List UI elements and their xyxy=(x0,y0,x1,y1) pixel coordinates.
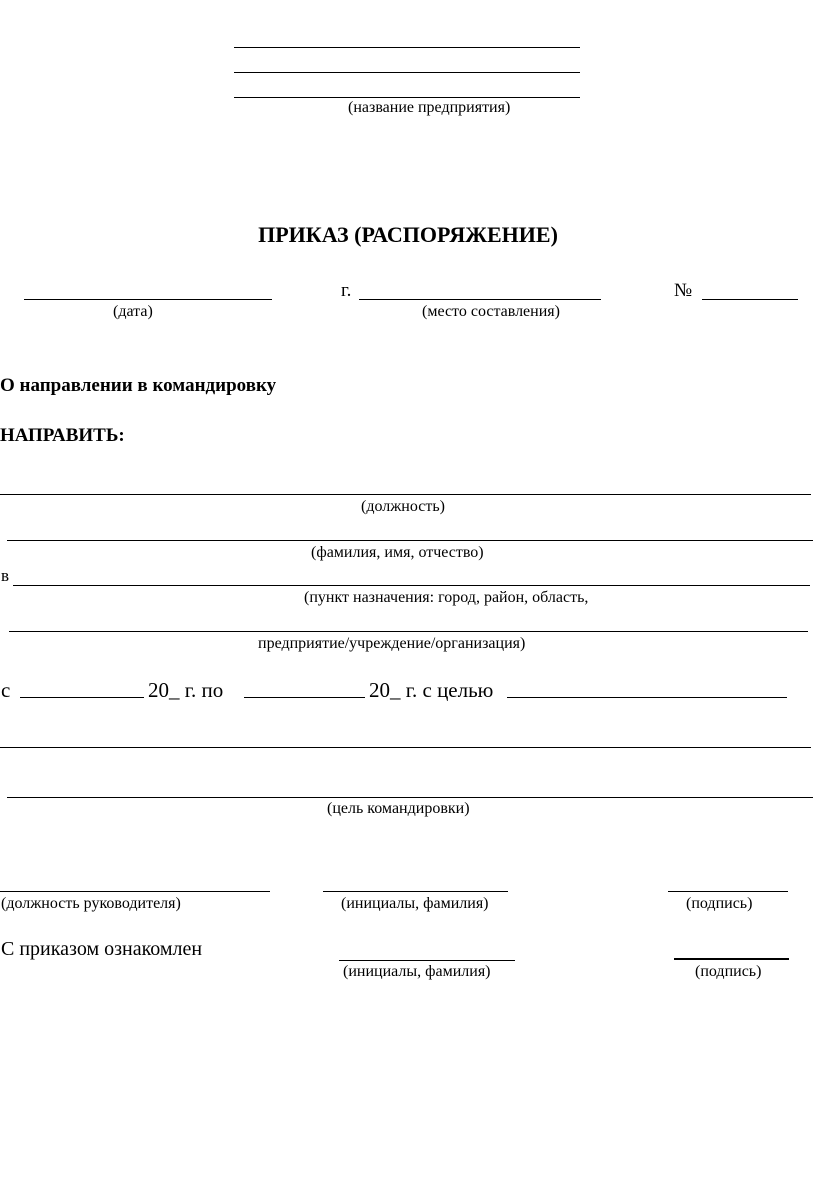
document-title: ПРИКАЗ (РАСПОРЯЖЕНИЕ) xyxy=(258,222,558,247)
destination-caption-1: (пункт назначения: город, район, область, xyxy=(304,589,589,606)
place-line[interactable] xyxy=(359,299,601,300)
date-line[interactable] xyxy=(24,299,272,300)
end-date-line[interactable] xyxy=(244,697,365,698)
full-name-caption: (фамилия, имя, отчество) xyxy=(311,544,484,561)
manager-position-line[interactable] xyxy=(0,891,270,892)
org-name-line-1[interactable] xyxy=(234,47,580,48)
manager-position-caption: (должность руководителя) xyxy=(1,895,181,912)
date-caption: (дата) xyxy=(113,303,153,320)
purpose-line-3[interactable] xyxy=(7,797,813,798)
ack-name-line[interactable] xyxy=(339,960,515,961)
org-name-line-3[interactable] xyxy=(234,97,580,98)
destination-prefix: в xyxy=(1,566,10,585)
position-caption: (должность) xyxy=(361,498,445,515)
destination-caption-2: предприятие/учреждение/организация) xyxy=(258,635,526,652)
position-line[interactable] xyxy=(0,494,811,495)
place-caption: (место составления) xyxy=(422,303,560,320)
destination-line-1[interactable] xyxy=(13,585,810,586)
number-prefix: № xyxy=(674,280,693,301)
start-date-line[interactable] xyxy=(20,697,144,698)
directive-label: НАПРАВИТЬ: xyxy=(0,425,125,446)
purpose-line-2[interactable] xyxy=(0,747,811,748)
manager-signature-caption: (подпись) xyxy=(686,895,753,912)
org-name-caption: (название предприятия) xyxy=(348,99,511,116)
acknowledgement-label: С приказом ознакомлен xyxy=(1,938,203,960)
ack-signature-caption: (подпись) xyxy=(695,963,762,980)
start-year-label: 20_ г. по xyxy=(148,678,224,702)
period-from-label: с xyxy=(1,678,11,702)
ack-name-caption: (инициалы, фамилия) xyxy=(343,963,491,980)
city-prefix: г. xyxy=(341,280,352,301)
full-name-line[interactable] xyxy=(7,540,813,541)
number-line[interactable] xyxy=(702,299,798,300)
manager-signature-line[interactable] xyxy=(668,891,788,892)
purpose-line-1[interactable] xyxy=(507,697,787,698)
manager-name-caption: (инициалы, фамилия) xyxy=(341,895,489,912)
destination-line-2[interactable] xyxy=(9,631,808,632)
ack-signature-line[interactable] xyxy=(674,958,789,960)
purpose-caption: (цель командировки) xyxy=(327,800,470,817)
order-subject: О направлении в командировку xyxy=(0,375,277,396)
manager-name-line[interactable] xyxy=(323,891,508,892)
org-name-line-2[interactable] xyxy=(234,72,580,73)
end-year-label: 20_ г. с целью xyxy=(369,678,494,702)
